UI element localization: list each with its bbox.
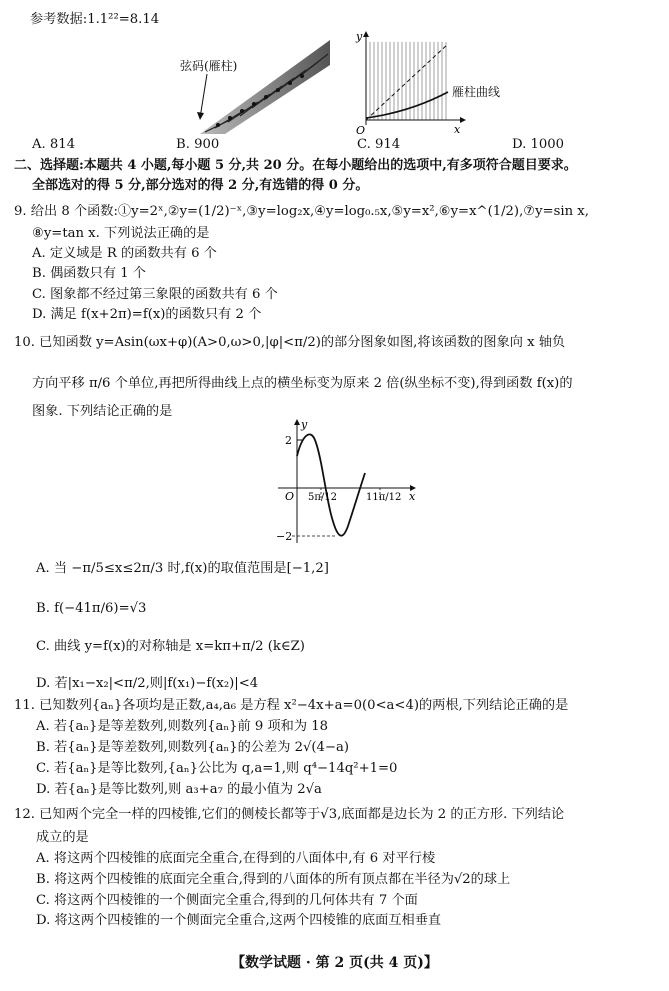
graph1-y-label: y	[356, 30, 363, 43]
q11-option-b: B. 若{aₙ}是等差数列,则数列{aₙ}的公差为 2√(4−a)	[36, 740, 349, 755]
q11-option-a: A. 若{aₙ}是等差数列,则数列{aₙ}前 9 项和为 18	[36, 719, 328, 734]
q10-stem-cont: 方向平移 π/6 个单位,再把所得曲线上点的横坐标变为原来 2 倍(纵坐标不变),得到函数 f(x)的	[32, 376, 573, 391]
graph2-x-tick-2: 11π/12	[366, 492, 402, 503]
q11-stem: 11. 已知数列{aₙ}各项均是正数,a₄,a₆ 是方程 x²−4x+a=0(0<a<4)的两根,下列结论正确的是	[14, 698, 569, 713]
section2-heading: 二、选择题:本题共 4 小题,每小题 5 分,共 20 分。在每小题给出的选项中,有多项符合题目要求。	[14, 158, 577, 173]
graph2-origin: O	[285, 490, 295, 503]
q8-option-d: D. 1000	[512, 137, 565, 152]
q8-option-a: A. 814	[32, 137, 76, 152]
graph2-tick-top: 2	[285, 434, 292, 447]
q10-stem: 10. 已知函数 y=Asin(ωx+φ)(A>0,ω>0,|φ|<π/2)的部分图象如图,将该函数的图象向 x 轴负	[14, 335, 566, 350]
bridge-label: 弦码(雁柱)	[180, 59, 238, 73]
q9-option-c: C. 图象都不经过第三象限的函数共有 6 个	[32, 287, 278, 302]
section2-rules: 全部选对的得 5 分,部分选对的得 2 分,有选错的得 0 分。	[32, 178, 369, 193]
q12-option-d: D. 将这两个四棱锥的一个侧面完全重合,这两个四棱锥的底面互相垂直	[36, 913, 442, 928]
graph2-x-tick-1: 5π/12	[308, 492, 338, 503]
q10-option-a: A. 当 −π/5≤x≤2π/3 时,f(x)的取值范围是[−1,2]	[36, 561, 329, 576]
q12-option-c: C. 将这两个四棱锥的一个侧面完全重合,得到的几何体共有 7 个面	[36, 893, 418, 908]
reference-data: 参考数据:1.1²²=8.14	[30, 12, 160, 27]
graph2-x-label: x	[409, 490, 416, 503]
q12-option-b: B. 将这两个四棱锥的底面完全重合,得到的八面体的所有顶点都在半径为√2的球上	[36, 872, 511, 887]
q9-option-b: B. 偶函数只有 1 个	[32, 266, 146, 281]
q8-option-c: C. 914	[357, 137, 401, 152]
q11-option-d: D. 若{aₙ}是等比数列,则 a₃+a₇ 的最小值为 2√a	[36, 782, 322, 797]
q10-stem-end: 图象. 下列结论正确的是	[32, 404, 173, 419]
q10-option-d: D. 若|x₁−x₂|<π/2,则|f(x₁)−f(x₂)|<4	[36, 676, 259, 691]
q10-option-b: B. f(−41π/6)=√3	[36, 601, 147, 616]
q11-option-c: C. 若{aₙ}是等比数列,{aₙ}公比为 q,a=1,则 q⁴−14q²+1=0	[36, 761, 398, 776]
graph1-x-label: x	[454, 123, 461, 136]
sine-graph	[270, 418, 420, 548]
q10-option-c: C. 曲线 y=f(x)的对称轴是 x=kπ+π/2 (k∈Z)	[36, 639, 305, 654]
zither-photo	[200, 40, 330, 134]
page-footer: 【数学试题 · 第 2 页(共 4 页)】	[231, 955, 438, 971]
graph1-origin: O	[356, 124, 366, 137]
q12-stem: 12. 已知两个完全一样的四棱锥,它们的侧棱长都等于√3,底面都是边长为 2 的正方形. 下列结论	[14, 807, 565, 822]
q9-option-d: D. 满足 f(x+2π)=f(x)的函数只有 2 个	[32, 307, 262, 322]
q12-option-a: A. 将这两个四棱锥的底面完全重合,在得到的八面体中,有 6 对平行棱	[36, 851, 436, 866]
q12-stem-cont: 成立的是	[36, 830, 89, 845]
q9-option-a: A. 定义域是 R 的函数共有 6 个	[32, 246, 217, 261]
graph2-y-label: y	[301, 418, 308, 431]
bridge-pointer	[195, 72, 215, 122]
q9-stem: 9. 给出 8 个函数:①y=2ˣ,②y=(1/2)⁻ˣ,③y=log₂x,④y=log₀.₅x,⑤y=x²,⑥y=x^(1/2),⑦y=sin x,	[14, 204, 589, 219]
q8-option-b: B. 900	[176, 137, 220, 152]
curve-label: 雁柱曲线	[452, 85, 501, 99]
q9-stem-cont: ⑧y=tan x. 下列说法正确的是	[32, 226, 210, 241]
graph2-tick-bottom: −2	[276, 530, 293, 543]
